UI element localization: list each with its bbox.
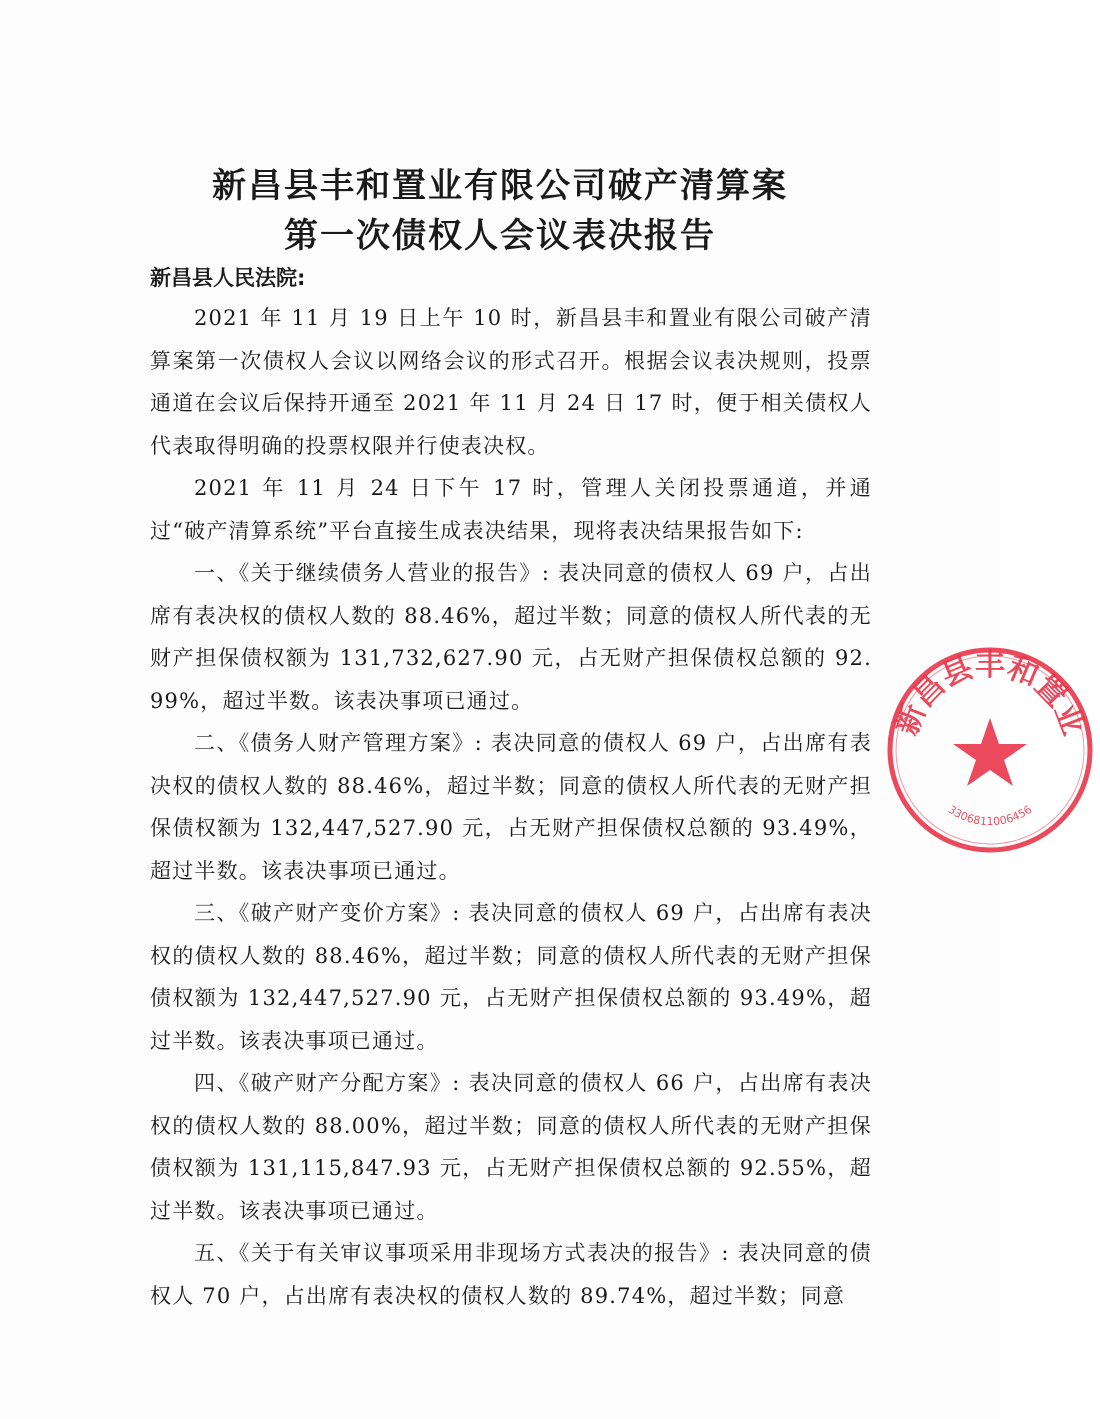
paragraph-item-4: 四、《破产财产分配方案》: 表决同意的债权人 66 户，占出席有表决权的债权人数的 88.00%，超过半数；同意的债权人所代表的无财产担保债权额为 131,115,847.93 元，占无财产担保债权总额的 92.55%，超过半数。该表决事项已通过。 [150, 1071, 872, 1223]
paragraph-item-2: 二、《债务人财产管理方案》: 表决同意的债权人 69 户，占出席有表决权的债权人数的 88.46%，超过半数；同意的债权人所代表的无财产担保债权额为 132,447,527.90 元，占无财产担保债权总额的 93.49%，超过半数。该表决事项已通过。 [150, 731, 872, 883]
svg-text:新昌县丰和置业: 新昌县丰和置业 [889, 648, 1091, 740]
paragraph-item-3: 三、《破产财产变价方案》: 表决同意的债权人 69 户，占出席有表决权的债权人数的 88.46%，超过半数；同意的债权人所代表的无财产担保债权额为 132,447,527.90 元，占无财产担保债权总额的 93.49%，超过半数。该表决事项已通过。 [150, 901, 872, 1053]
paragraph-item-5: 五、《关于有关审议事项采用非现场方式表决的报告》: 表决同意的债权人 70 户，占出席有表决权的债权人数的 89.74%，超过半数；同意 [150, 1241, 872, 1308]
document-title-line1: 新昌县丰和置业有限公司破产清算案 [212, 166, 788, 206]
addressee: 新昌县人民法院: [150, 266, 306, 290]
paragraph-result-intro: 2021 年 11 月 24 日下午 17 时，管理人关闭投票通道，并通过“破产清算系统”平台直接生成表决结果，现将表决结果报告如下: [150, 476, 872, 543]
svg-text:3306811006456: 3306811006456 [945, 802, 1035, 829]
paragraph-item-1: 一、《关于继续债务人营业的报告》: 表决同意的债权人 69 户，占出席有表决权的债权人数的 88.46%，超过半数；同意的债权人所代表的无财产担保债权额为 131,732,627.90 元，占无财产担保债权总额的 92.99%，超过半数。该表决事项已通过。 [150, 561, 872, 713]
document-title-line2: 第一次债权人会议表决报告 [284, 216, 716, 256]
company-seal-icon [880, 640, 1100, 860]
paragraph-meeting-info: 2021 年 11 月 19 日上午 10 时，新昌县丰和置业有限公司破产清算案第一次债权人会议以网络会议的形式召开。根据会议表决规则，投票通道在会议后保持开通至 2021 年 11 月 24 日 17 时，便于相关债权人代表取得明确的投票权限并行使表决权。 [150, 306, 872, 458]
